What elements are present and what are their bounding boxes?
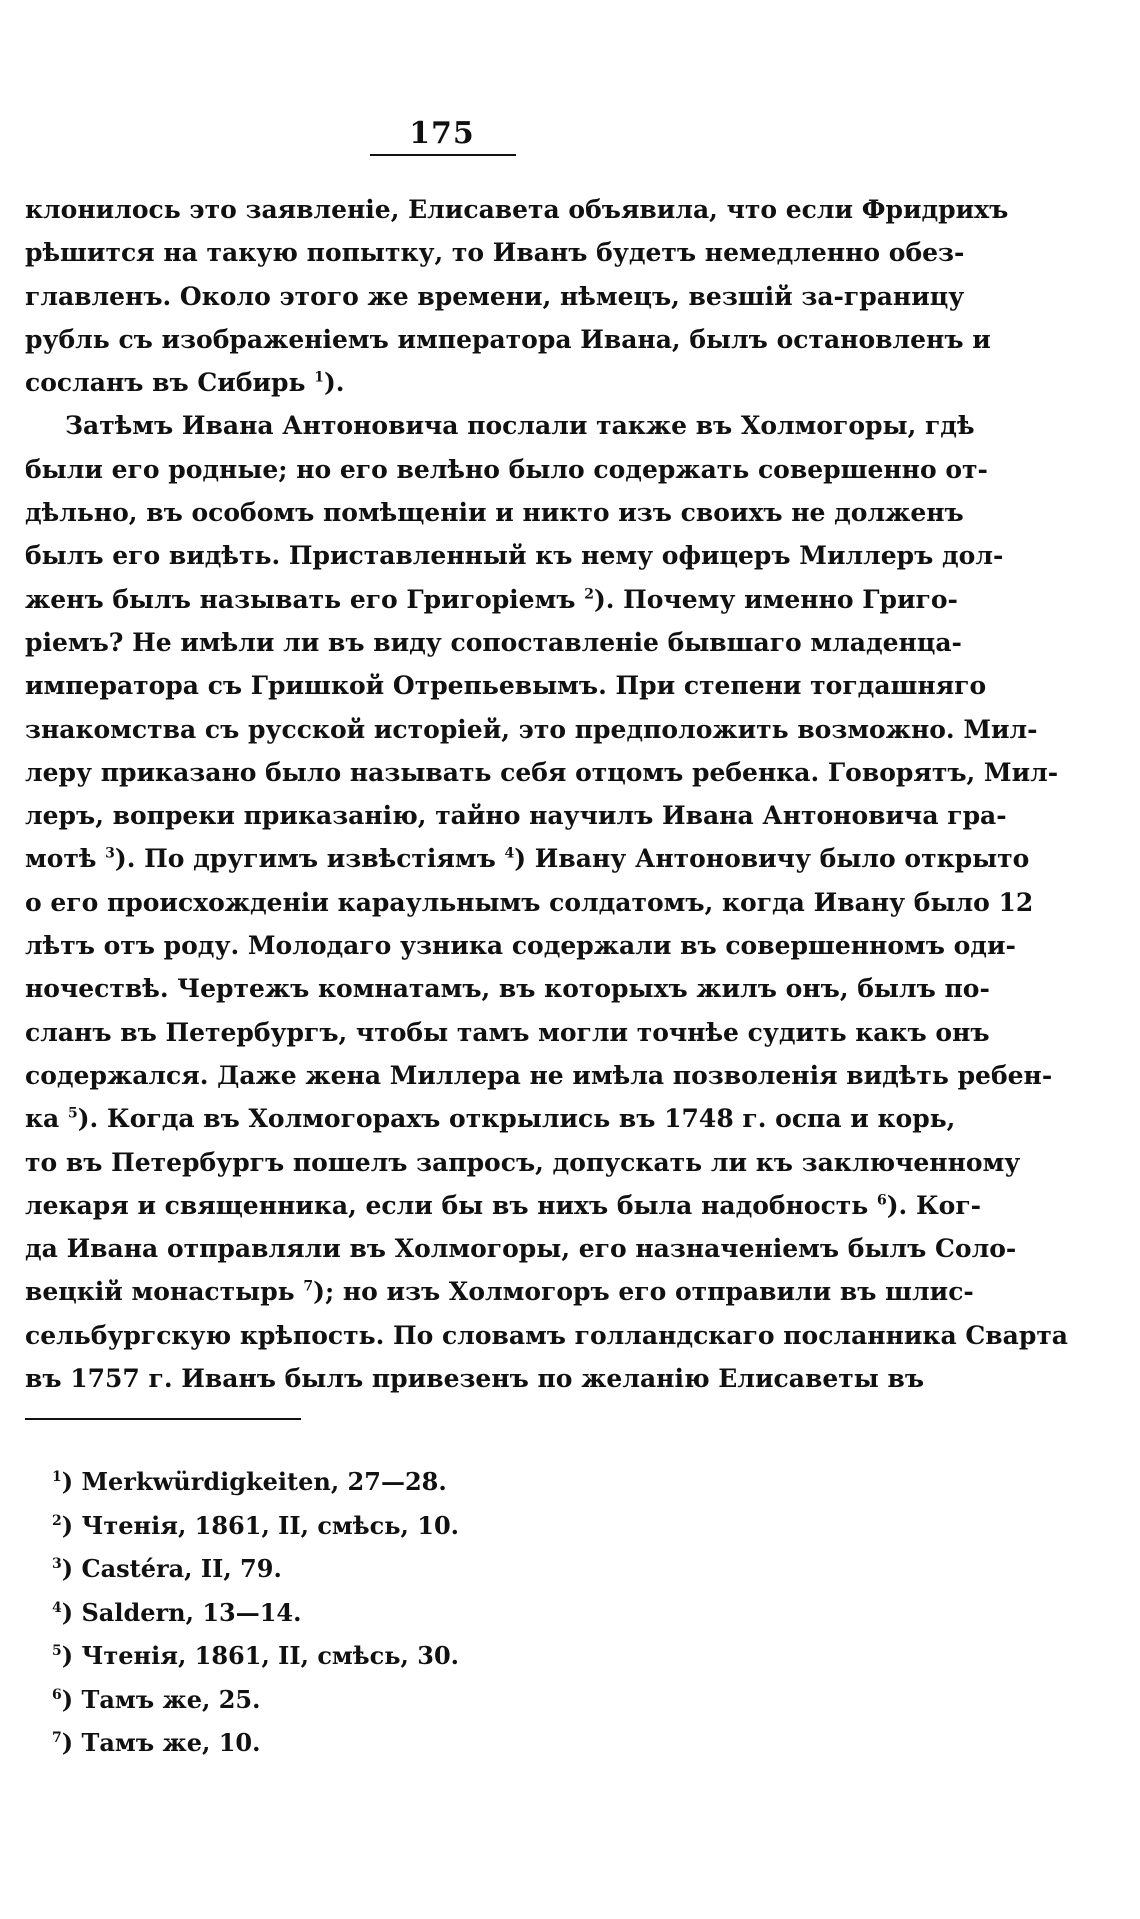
body-line: то въ Петербургъ пошелъ запросъ, допускать ли къ заключенному xyxy=(25,1147,1021,1177)
footnote-number: 4 xyxy=(52,1599,62,1616)
body-line: ка $^5$). Когда въ Холмогорахъ открылись въ 1748 г. оспа и корь, xyxy=(25,1104,956,1134)
body-line: клонилось это заявленіе, Елисавета объявила, что если Фридрихъ xyxy=(25,195,1009,224)
footnote: $^3$) Castéra, II, 79. xyxy=(52,1554,282,1583)
footnote: $^7$) Тамъ же, 10. xyxy=(52,1728,261,1757)
body-line: мотѣ $^3$). По другимъ извѣстіямъ $^4$) Ивану Антоновичу было открыто xyxy=(25,844,1030,874)
footnote-ref: 1 xyxy=(314,369,324,386)
body-line: ночествѣ. Чертежъ комнатамъ, въ которыхъ жилъ онъ, былъ по- xyxy=(25,974,990,1004)
body-line: леру приказано было называть себя отцомъ ребенка. Говорятъ, Мил- xyxy=(25,757,1059,787)
footnote: $^5$) Чтенія, 1861, II, смѣсь, 30. xyxy=(52,1641,460,1670)
footnote-rule xyxy=(25,1418,301,1420)
footnote-ref: 7 xyxy=(303,1279,314,1296)
body-line: рѣшится на такую попытку, то Иванъ будетъ немедленно обез- xyxy=(25,238,965,268)
footnote-ref: 6 xyxy=(876,1192,887,1209)
body-line: дѣльно, въ особомъ помѣщеніи и никто изъ своихъ не долженъ xyxy=(25,498,964,528)
body-line: сельбургскую крѣпость. По словамъ голландскаго посланника Сварта xyxy=(25,1320,1069,1350)
footnote-ref: 4 xyxy=(504,846,515,863)
body-line: Затѣмъ Ивана Антоновича послали также въ Холмогоры, гдѣ xyxy=(65,411,975,441)
body-line: лекаря и священника, если бы въ нихъ была надобность $^6$). Ког- xyxy=(25,1190,982,1220)
footnote-ref: 3 xyxy=(105,846,115,863)
body-line: знакомства съ русской исторіей, это предположить возможно. Мил- xyxy=(25,714,1038,744)
footnote-number: 3 xyxy=(52,1556,62,1572)
body-line: женъ былъ называть его Григоріемъ $^2$). Почему именно Григо- xyxy=(25,584,958,614)
footnote: $^4$) Saldern, 13—14. xyxy=(52,1597,302,1627)
body-line: былъ его видѣть. Приставленный къ нему офицеръ Миллеръ дол- xyxy=(25,541,1004,571)
footnote-ref: 5 xyxy=(67,1105,78,1122)
body-line: вецкій монастырь $^7$); но изъ Холмогоръ его отправили въ шлис- xyxy=(25,1277,974,1307)
body-line: лѣтъ отъ роду. Молодаго узника содержали въ совершенномъ оди- xyxy=(25,931,1016,961)
footnote-number: 1 xyxy=(52,1469,62,1485)
body-line: рубль съ изображеніемъ императора Ивана, былъ остановленъ и xyxy=(25,324,991,354)
page-number-rule xyxy=(370,154,516,156)
body-line: ріемъ? Не имѣли ли въ виду сопоставленіе бывшаго младенца- xyxy=(25,627,962,657)
footnote-ref: 2 xyxy=(584,586,594,603)
body-line: содержался. Даже жена Миллера не имѣла позволенія видѣть ребен- xyxy=(25,1060,1053,1090)
body-line: были его родные; но его велѣно было содержать совершенно от- xyxy=(25,454,988,484)
body-line: о его происхожденіи караульнымъ солдатомъ, когда Ивану было 12 xyxy=(25,887,1034,917)
body-text xyxy=(25,188,1069,1400)
body-line: сосланъ въ Сибирь $^1$). xyxy=(25,368,345,398)
footnote-number: 5 xyxy=(52,1643,62,1659)
footnote: $^1$) Merkwürdigkeiten, 27—28. xyxy=(52,1467,447,1496)
body-line: да Ивана отправляли въ Холмогоры, его назначеніемъ былъ Соло- xyxy=(25,1234,1017,1264)
body-line: леръ, вопреки приказанію, тайно научилъ Ивана Антоновича гра- xyxy=(25,801,1007,831)
footnote: $^2$) Чтенія, 1861, II, смѣсь, 10. xyxy=(52,1510,460,1540)
page-number: 175 xyxy=(409,116,475,151)
footnote: $^6$) Тамъ же, 25. xyxy=(52,1684,261,1714)
footnote-number: 7 xyxy=(52,1730,62,1746)
body-line: главленъ. Около этого же времени, нѣмецъ, везшій за-границу xyxy=(25,281,965,311)
footnote-number: 2 xyxy=(52,1512,62,1529)
body-line: въ 1757 г. Иванъ былъ привезенъ по желанію Елисаветы въ xyxy=(25,1364,925,1394)
body-line: императора съ Гришкой Отрепьевымъ. При степени тогдашняго xyxy=(25,671,987,701)
body-line: сланъ въ Петербургъ, чтобы тамъ могли точнѣе судить какъ онъ xyxy=(25,1017,990,1047)
footnote-number: 6 xyxy=(52,1686,62,1703)
footnotes xyxy=(52,1460,459,1765)
